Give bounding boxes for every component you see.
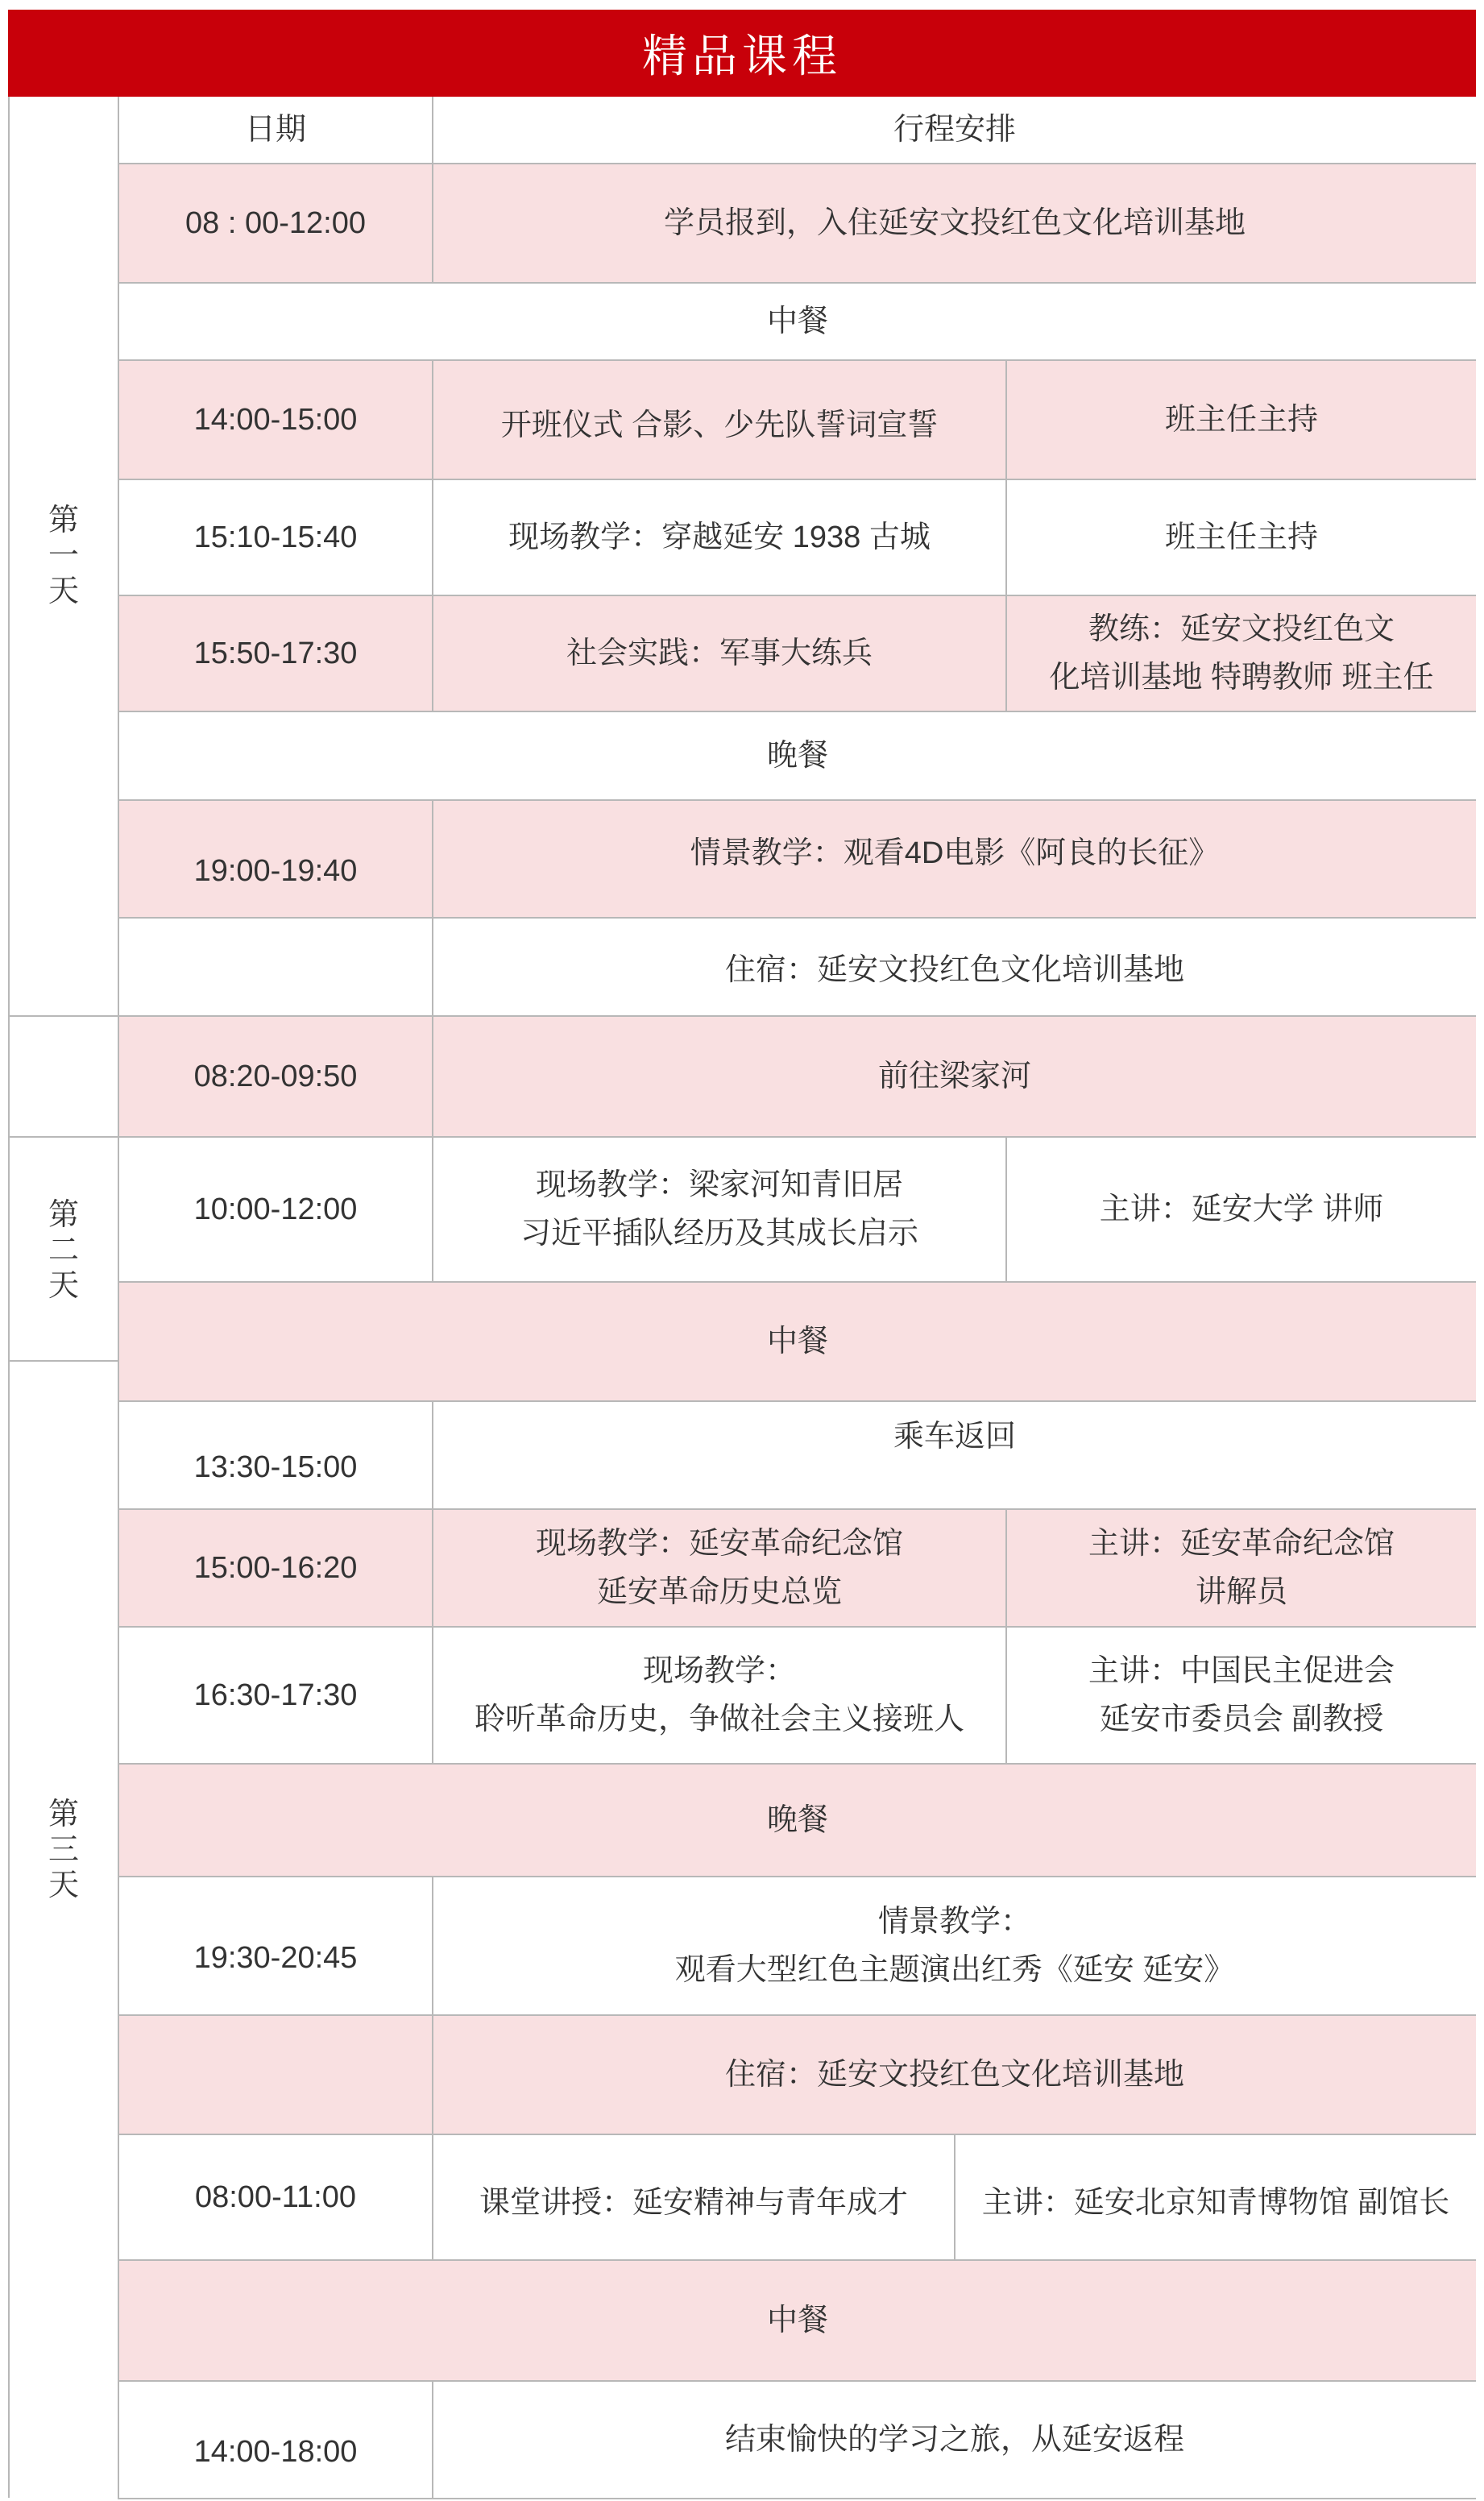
row-time: 15:50-17:30: [118, 596, 432, 712]
row-time: 19:30-20:45: [118, 1877, 432, 2016]
row-time: 10:00-12:00: [118, 1138, 432, 1283]
day-label-3-text: 第三天: [48, 1798, 79, 1902]
row-host: 主讲：延安北京知青博物馆 副馆长: [954, 2135, 1476, 2261]
row-content: 住宿：延安文投红色文化培训基地: [432, 2016, 1476, 2135]
row-host: 主讲：延安大学 讲师: [1005, 1138, 1476, 1283]
row-time-empty: [118, 2016, 432, 2135]
column-header-schedule: 行程安排: [432, 97, 1476, 164]
row-content: 社会实践：军事大练兵: [432, 596, 1005, 712]
row-content: 现场教学：梁家河知青旧居 习近平插队经历及其成长启示: [432, 1138, 1005, 1283]
row-host: 主讲：中国民主促进会 延安市委员会 副教授: [1005, 1628, 1476, 1765]
row-time: 08:20-09:50: [118, 1017, 432, 1138]
row-content: 乘车返回: [432, 1402, 1476, 1510]
row-content: 情景教学：观看4D电影《阿良的长征》: [432, 801, 1476, 919]
day-label-1-text: 第一天: [48, 504, 79, 608]
row-time: 19:00-19:40: [118, 801, 432, 919]
day-label-blank: [10, 1017, 118, 1138]
page-title: 精品课程: [8, 10, 1476, 97]
day-label-1: [10, 97, 118, 1017]
row-content: 学员报到，入住延安文投红色文化培训基地: [432, 164, 1476, 284]
row-time: 14:00-18:00: [118, 2382, 432, 2499]
row-content: 课堂讲授：延安精神与青年成才: [432, 2135, 954, 2261]
day-label-3: [10, 1362, 118, 2498]
row-content: 中餐: [118, 1283, 1476, 1402]
row-content: 情景教学： 观看大型红色主题演出红秀《延安 延安》: [432, 1877, 1476, 2016]
row-time: 08 : 00-12:00: [118, 164, 432, 284]
row-time: 16:30-17:30: [118, 1628, 432, 1765]
row-content: 中餐: [118, 2261, 1476, 2382]
row-content: 晚餐: [118, 1765, 1476, 1877]
row-time: 13:30-15:00: [118, 1402, 432, 1510]
row-content: 前往梁家河: [432, 1017, 1476, 1138]
row-host: 主讲：延安革命纪念馆 讲解员: [1005, 1510, 1476, 1628]
row-time: 14:00-15:00: [118, 361, 432, 480]
day-label-2: [10, 1138, 118, 1362]
row-content: 现场教学：穿越延安 1938 古城: [432, 480, 1005, 596]
day-label-2-text: 第二天: [48, 1198, 79, 1303]
row-host: 班主任主持: [1005, 480, 1476, 596]
row-host: 班主任主持: [1005, 361, 1476, 480]
row-content: 中餐: [118, 284, 1476, 361]
row-content: 结束愉快的学习之旅，从延安返程: [432, 2382, 1476, 2499]
row-content: 现场教学：延安革命纪念馆 延安革命历史总览: [432, 1510, 1005, 1628]
row-time-empty: [118, 919, 432, 1017]
row-content: 开班仪式 合影、少先队誓词宣誓: [432, 361, 1005, 480]
row-time: 08:00-11:00: [118, 2135, 432, 2261]
row-time: 15:00-16:20: [118, 1510, 432, 1628]
row-time: 15:10-15:40: [118, 480, 432, 596]
row-content: 住宿：延安文投红色文化培训基地: [432, 919, 1476, 1017]
row-content: 晚餐: [118, 712, 1476, 801]
row-host: 教练：延安文投红色文 化培训基地 特聘教师 班主任: [1005, 596, 1476, 712]
row-content: 现场教学： 聆听革命历史，争做社会主义接班人: [432, 1628, 1005, 1765]
column-header-date: 日期: [118, 97, 432, 164]
